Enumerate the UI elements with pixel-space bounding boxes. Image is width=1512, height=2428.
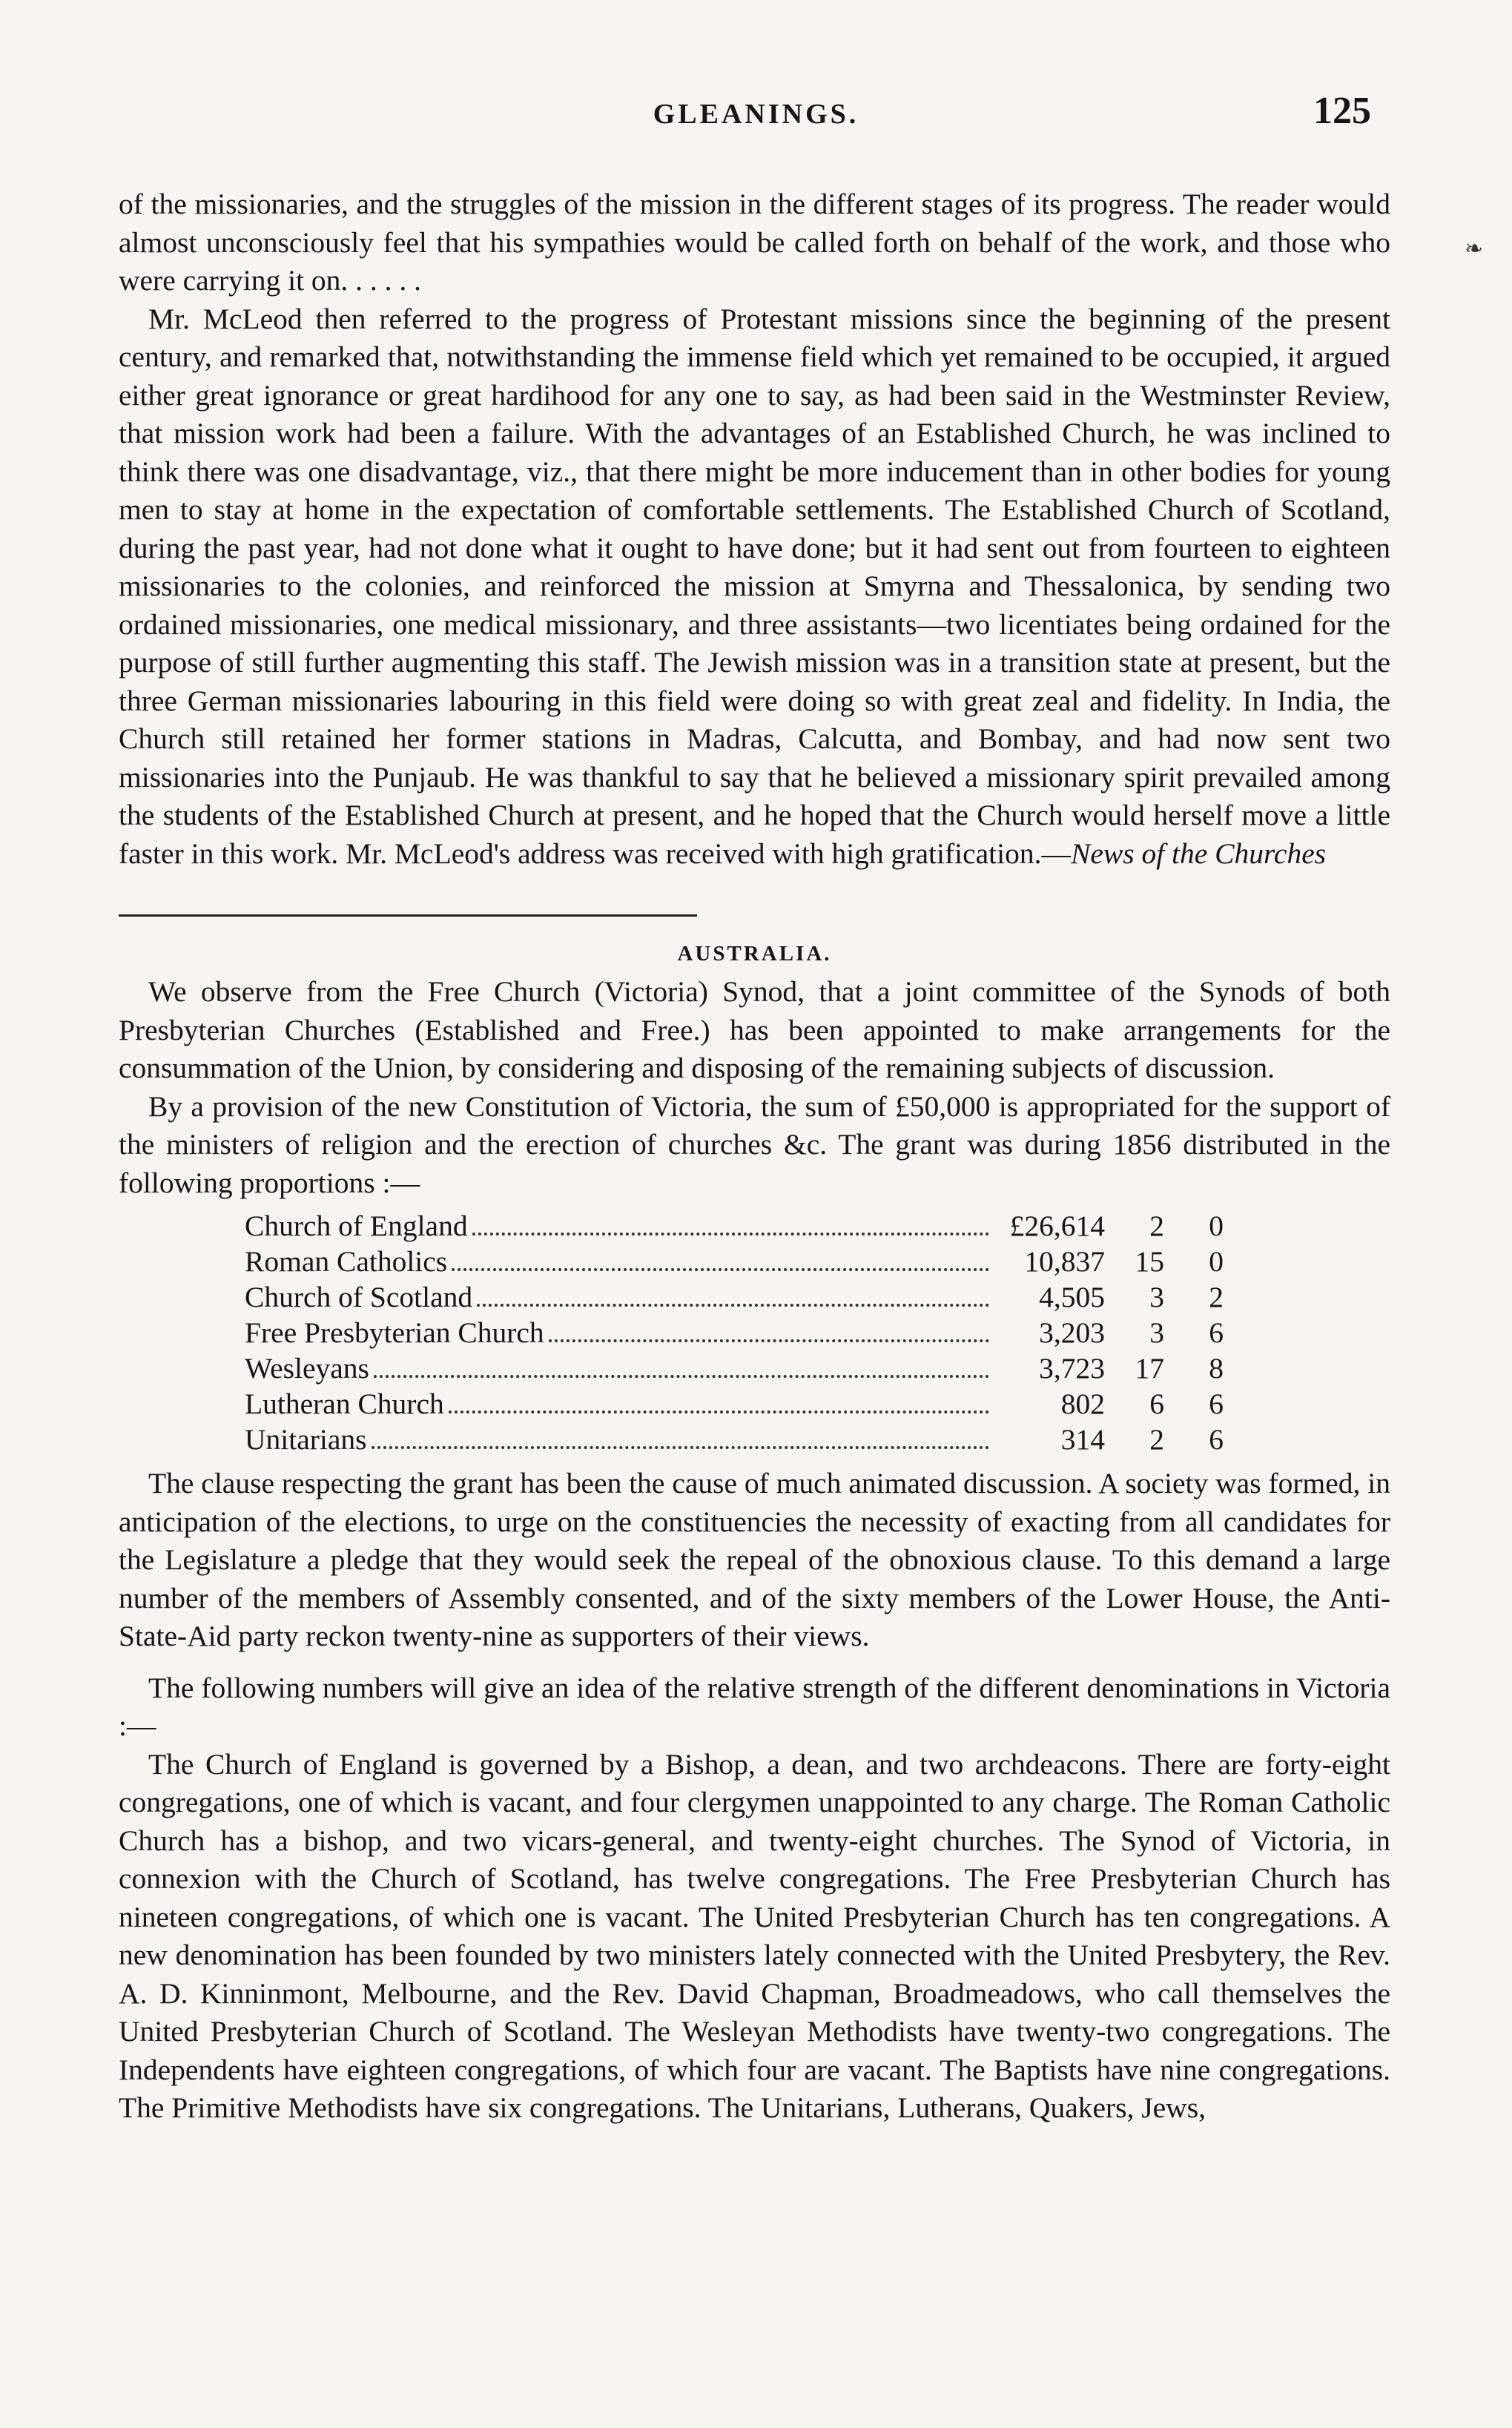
paragraph-constitution-grant: By a provision of the new Constitution of Victoria, the sum of £50,000 is appropriated for the support of the ministers of religion and the erection of churches &c. The grant was during 1856 distributed in the following proportions :— [119,1089,1390,1199]
leader-dots [477,1304,989,1307]
page-header [119,89,1393,141]
grant-pence: 6 [1209,1423,1224,1456]
paragraph-grant-clause: The clause respecting the grant has been the cause of much animated discussion. A society was formed, in anticipation of the elections, to urge on the constituencies the necessity of exacting from all candidates for the Legislature a pledge that they would seek the repeal of the obnoxious clause. To this demand a large number of the members of Assembly consented, and of the sixty members of the Lower House, the Anti-State-Aid party reckon twenty-nine as supporters of their views. [119,1467,1390,1652]
grant-denomination: Unitarians [245,1423,367,1456]
source-citation: News of the Churches [1070,837,1327,870]
grant-shillings: 15 [1135,1245,1164,1278]
grant-row [245,1208,1224,1244]
grant-distribution-table [245,1208,1224,1457]
grant-pence: 6 [1209,1316,1224,1349]
running-head: GLEANINGS. [653,99,859,130]
grant-shillings: 6 [1149,1388,1164,1420]
leader-dots [372,1446,989,1449]
leader-dots [452,1268,989,1271]
paragraph-continuation: of the missionaries, and the struggles of the mission in the different stages of its progress. The reader would almost unconsciously feel that his sympathies would be called forth on behalf of the work, and those who were carrying it on. . . . . . [119,188,1390,297]
grant-shillings: 3 [1149,1281,1164,1313]
leader-dots [374,1375,989,1378]
grant-shillings: 3 [1149,1316,1164,1349]
margin-ornament-icon: ❧ [1465,237,1484,261]
grant-denomination-cell [245,1244,994,1279]
grant-denomination-cell [245,1279,994,1315]
grant-denomination: Roman Catholics [245,1245,448,1278]
grant-pounds: 314 [1060,1423,1105,1456]
grant-pence: 2 [1209,1281,1224,1313]
paragraph-union-committee: We observe from the Free Church (Victoria) Synod, that a joint committee of the Synods of both Presbyterian Churches (Established and Free.) has been appointed to make arrangements for the consummation of the Union, by considering and disposing of the remaining subjects of discussion. [119,975,1390,1084]
leader-dots [449,1411,989,1413]
grant-pounds: 10,837 [1024,1245,1105,1278]
leader-dots [472,1233,989,1236]
grant-denomination-cell [245,1386,994,1422]
grant-row [245,1279,1224,1315]
paragraph-denominations: The Church of England is governed by a Bishop, a dean, and two archdeacons. There are forty-eight congregations, one of which is vacant, and four clergymen unappointed to any charge. The Roman Catholic Church has a bishop, and two vicars-general, and twenty-eight churches. The Synod of Victoria, in connexion with the Church of Scotland, has twelve congregations. The Free Presbyterian Church has nineteen congregations, of which one is vacant. The United Presbyterian Church has ten congregations. A new denomination has been founded by two ministers lately connected with the United Presbytery, the Rev. A. D. Kinninmont, Melbourne, and the Rev. David Chapman, Broadmeadows, who call themselves the United Presbyterian Church of Scotland. The Wesleyan Methodists have twenty-two congregations. The Independents have eighteen congregations, of which four are vacant. The Baptists have nine congregations. The Primitive Methodists have six congregations. The Unitarians, Lutherans, Quakers, Jews, [119,1747,1390,2124]
section-divider [119,914,697,917]
grant-denomination: Lutheran Church [245,1388,444,1420]
grant-pence: 0 [1209,1245,1224,1278]
grant-denomination-cell [245,1422,994,1457]
grant-pence: 0 [1209,1210,1224,1242]
paragraph-mcleod-address [119,300,1390,874]
grant-denomination: Church of Scotland [245,1281,473,1313]
grant-row [245,1422,1224,1457]
grant-denomination-cell [245,1315,994,1350]
grant-pounds: 3,723 [1039,1352,1105,1385]
grant-pounds: 802 [1060,1388,1105,1420]
grant-pence: 6 [1209,1388,1224,1420]
grant-row [245,1350,1224,1386]
paragraph-text: Mr. McLeod then referred to the progress of Protestant missions since the beginning of the present century, and remarked that, notwithstanding the immense field which yet remained to be occupied, it argued either great ignorance or great hardihood for any one to say, as had been said in the Westminster Review, that mission work had been a failure. With the advantages of an Established Church, he was inclined to think there was one disadvantage, viz., that there might be more inducement than in other bodies for young men to stay at home in the expectation of comfortable settlements. The Established Church of Scotland, during the past year, had not done what it ought to have done; but it had sent out from fourteen to eighteen missionaries to the colonies, and reinforced the mission at Smyrna and Thessalonica, by sending two ordained missionaries, one medical missionary, and three assistants—two licentiates being ordained for the purpose of still further augmenting this staff. The Jewish mission was in a transition state at present, but the three German missionaries labouring in this field were doing so with great zeal and fidelity. In India, the Church still retained her former stations in Madras, Calcutta, and Bombay, and had now sent two missionaries into the Punjaub. He was thankful to say that he believed a missionary spirit prevailed among the students of the Established Church at present, and he hoped that the Church would herself move a little faster in this work. Mr. McLeod's address was received with high gratification.— [119,302,1390,870]
grant-pounds: £26,614 [1009,1210,1105,1242]
leader-dots [549,1339,989,1342]
grant-shillings: 2 [1149,1210,1164,1242]
grant-pounds: 4,505 [1039,1281,1105,1313]
grant-shillings: 2 [1149,1423,1164,1456]
grant-pence: 8 [1209,1352,1224,1385]
grant-denomination: Free Presbyterian Church [245,1316,544,1349]
grant-denomination: Wesleyans [245,1352,369,1385]
grant-denomination: Church of England [245,1210,468,1242]
grant-row [245,1315,1224,1350]
grant-pounds: 3,203 [1039,1316,1105,1349]
article-body [119,185,1390,2128]
paragraph-relative-strength: The following numbers will give an idea of the relative strength of the different denominations in Victoria :— [119,1671,1390,1742]
grant-denomination-cell [245,1208,994,1244]
grant-shillings: 17 [1135,1352,1164,1385]
grant-row [245,1386,1224,1422]
section-heading-australia: AUSTRALIA. [677,942,832,966]
grant-row [245,1244,1224,1279]
grant-denomination-cell [245,1350,994,1386]
page-number: 125 [1313,90,1371,132]
